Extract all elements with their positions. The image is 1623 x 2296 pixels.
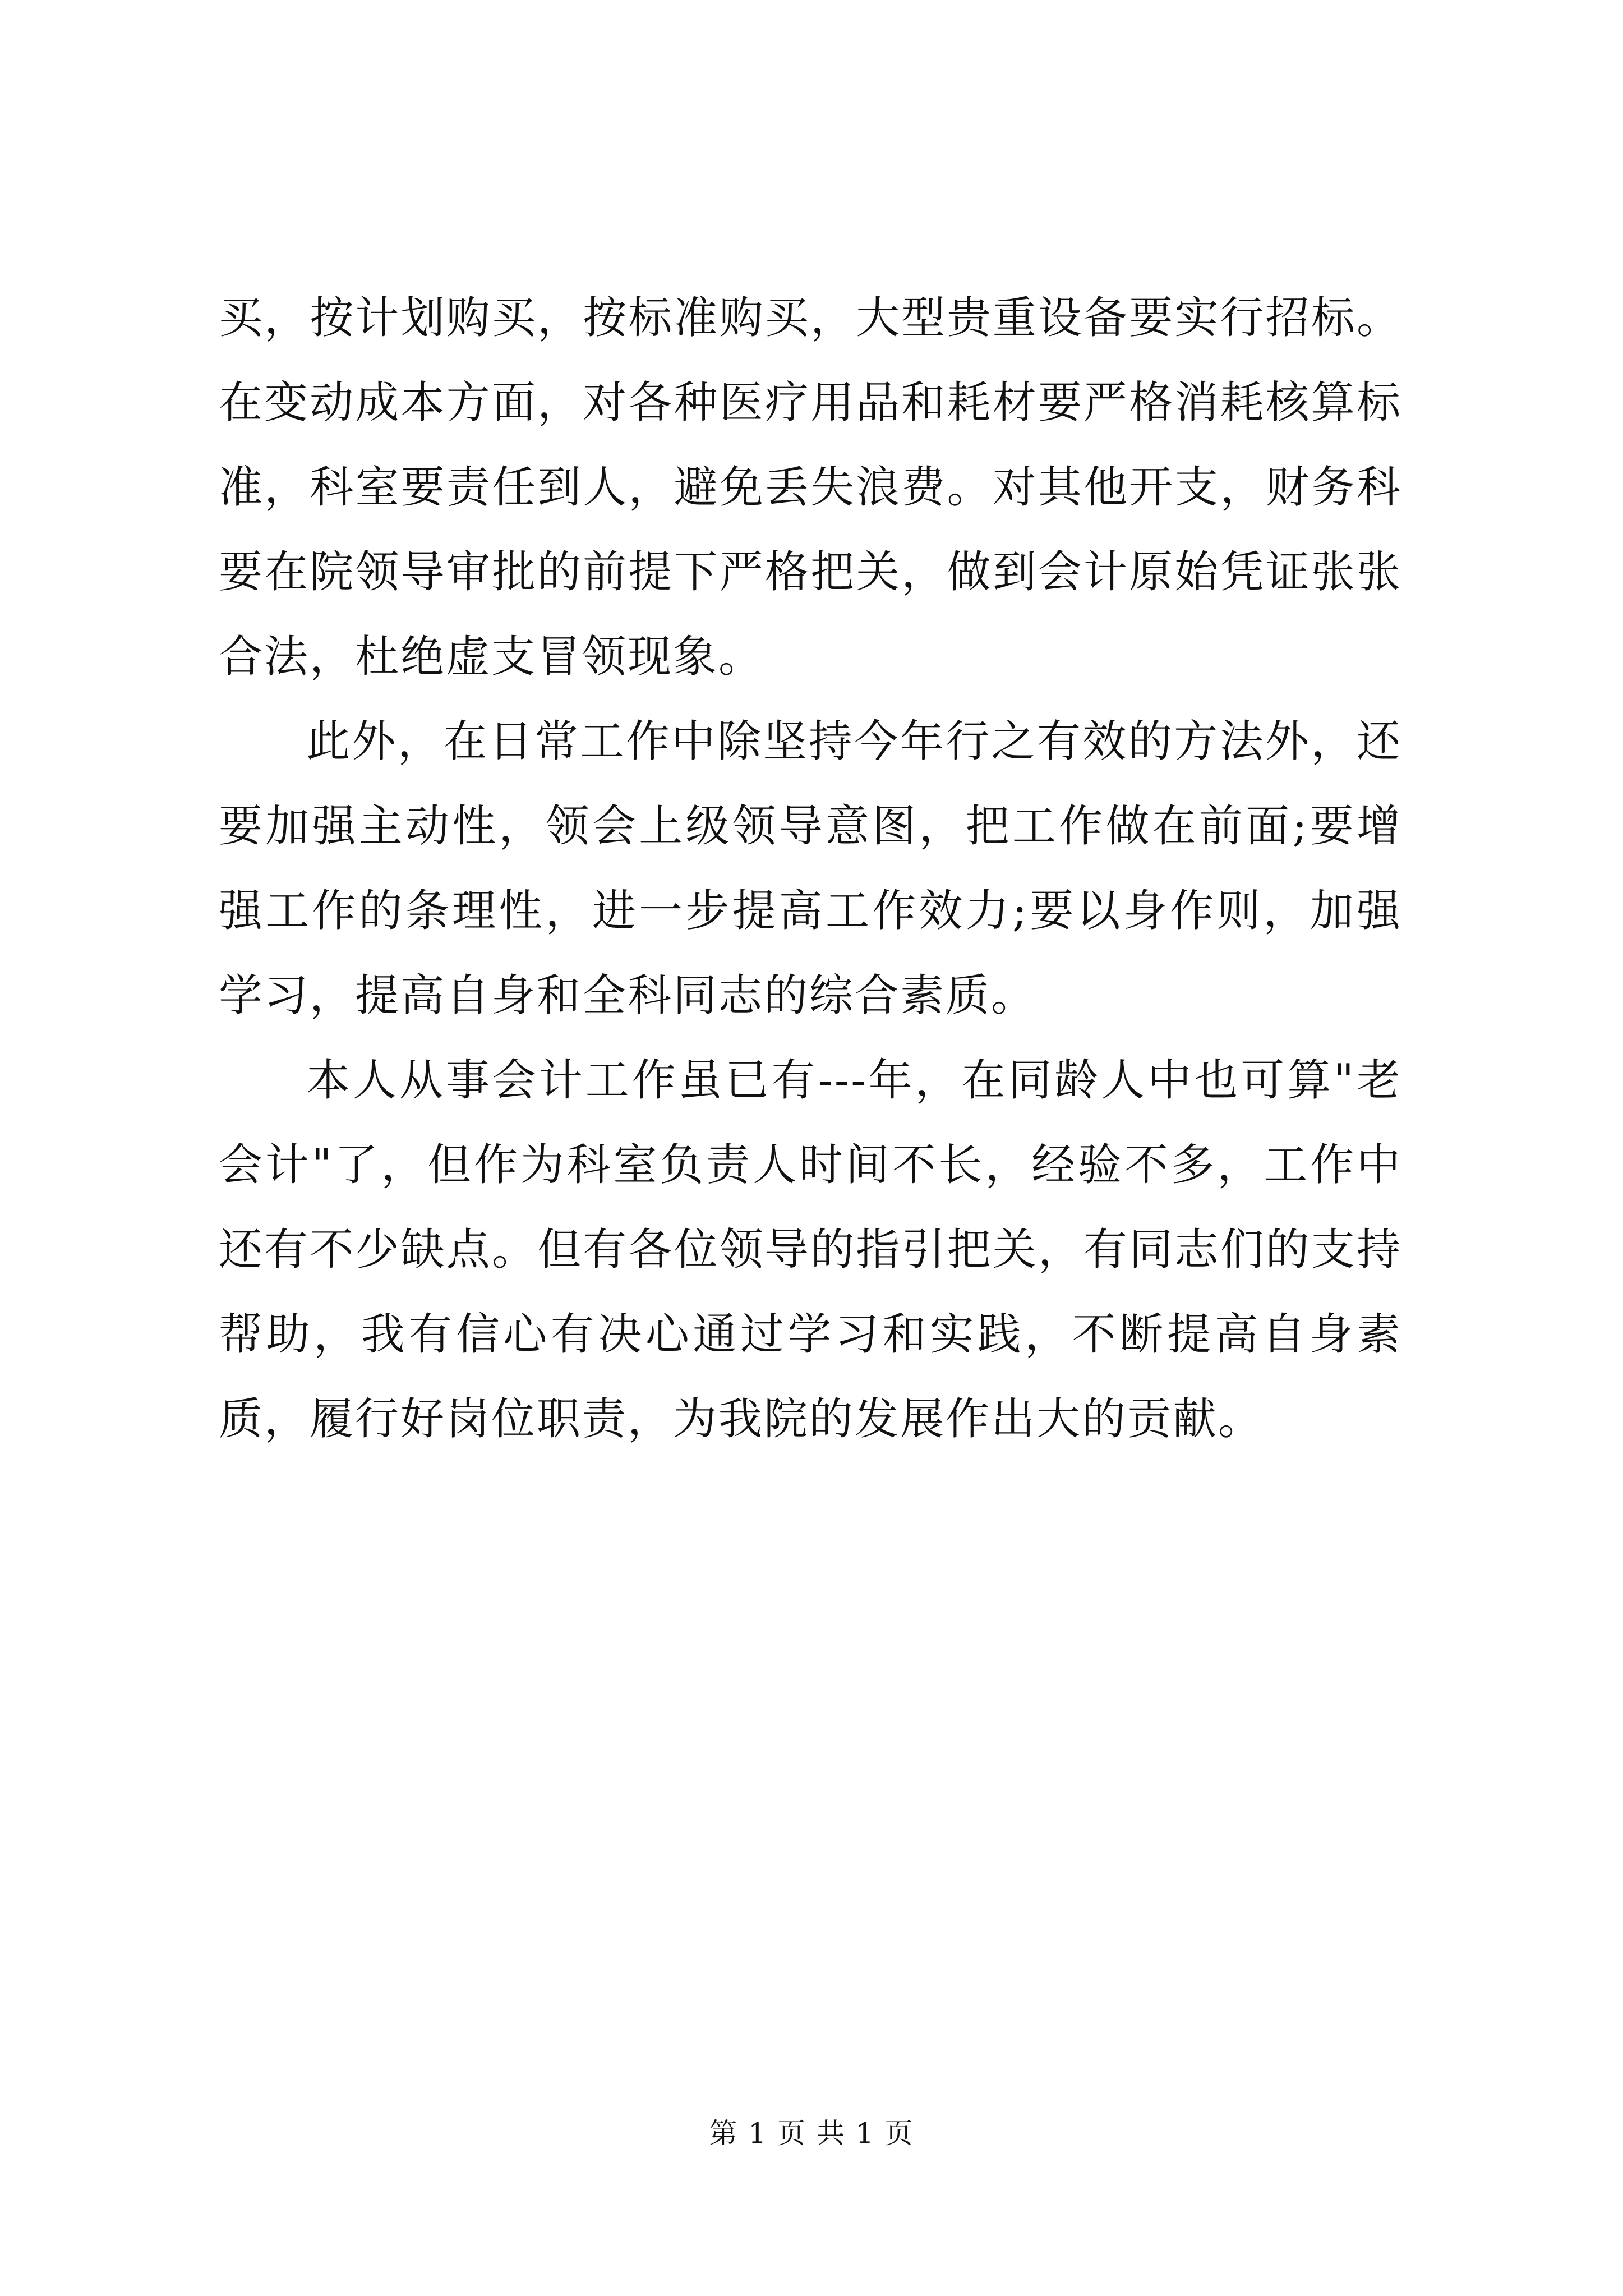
document-body [219,276,1402,1462]
page-footer: 第 1 页 共 1 页 [709,2117,914,2150]
paragraph-2: 此外，在日常工作中除坚持今年行之有效的方法外，还要加强主动性，领会上级领导意图，把工作做在前面;要增强工作的条理性，进一步提高工作效力;要以身作则，加强学习，提高自身和全科同志的综合素质。 [219,716,1402,1021]
paragraph-1: 买，按计划购买，按标准购买，大型贵重设备要实行招标。在变动成本方面，对各种医疗用品和耗材要严格消耗核算标准，科室要责任到人，避免丢失浪费。对其他开支，财务科要在院领导审批的前提下严格把关，做到会计原始凭证张张合法，杜绝虚支冒领现象。 [219,293,1402,682]
paragraph-3: 本人从事会计工作虽已有---年，在同龄人中也可算"老会计"了，但作为科室负责人时间不长，经验不多，工作中还有不少缺点。但有各位领导的指引把关，有同志们的支持帮助，我有信心有决心通过学习和实践，不断提高自身素质，履行好岗位职责，为我院的发展作出大的贡献。 [219,1055,1402,1444]
